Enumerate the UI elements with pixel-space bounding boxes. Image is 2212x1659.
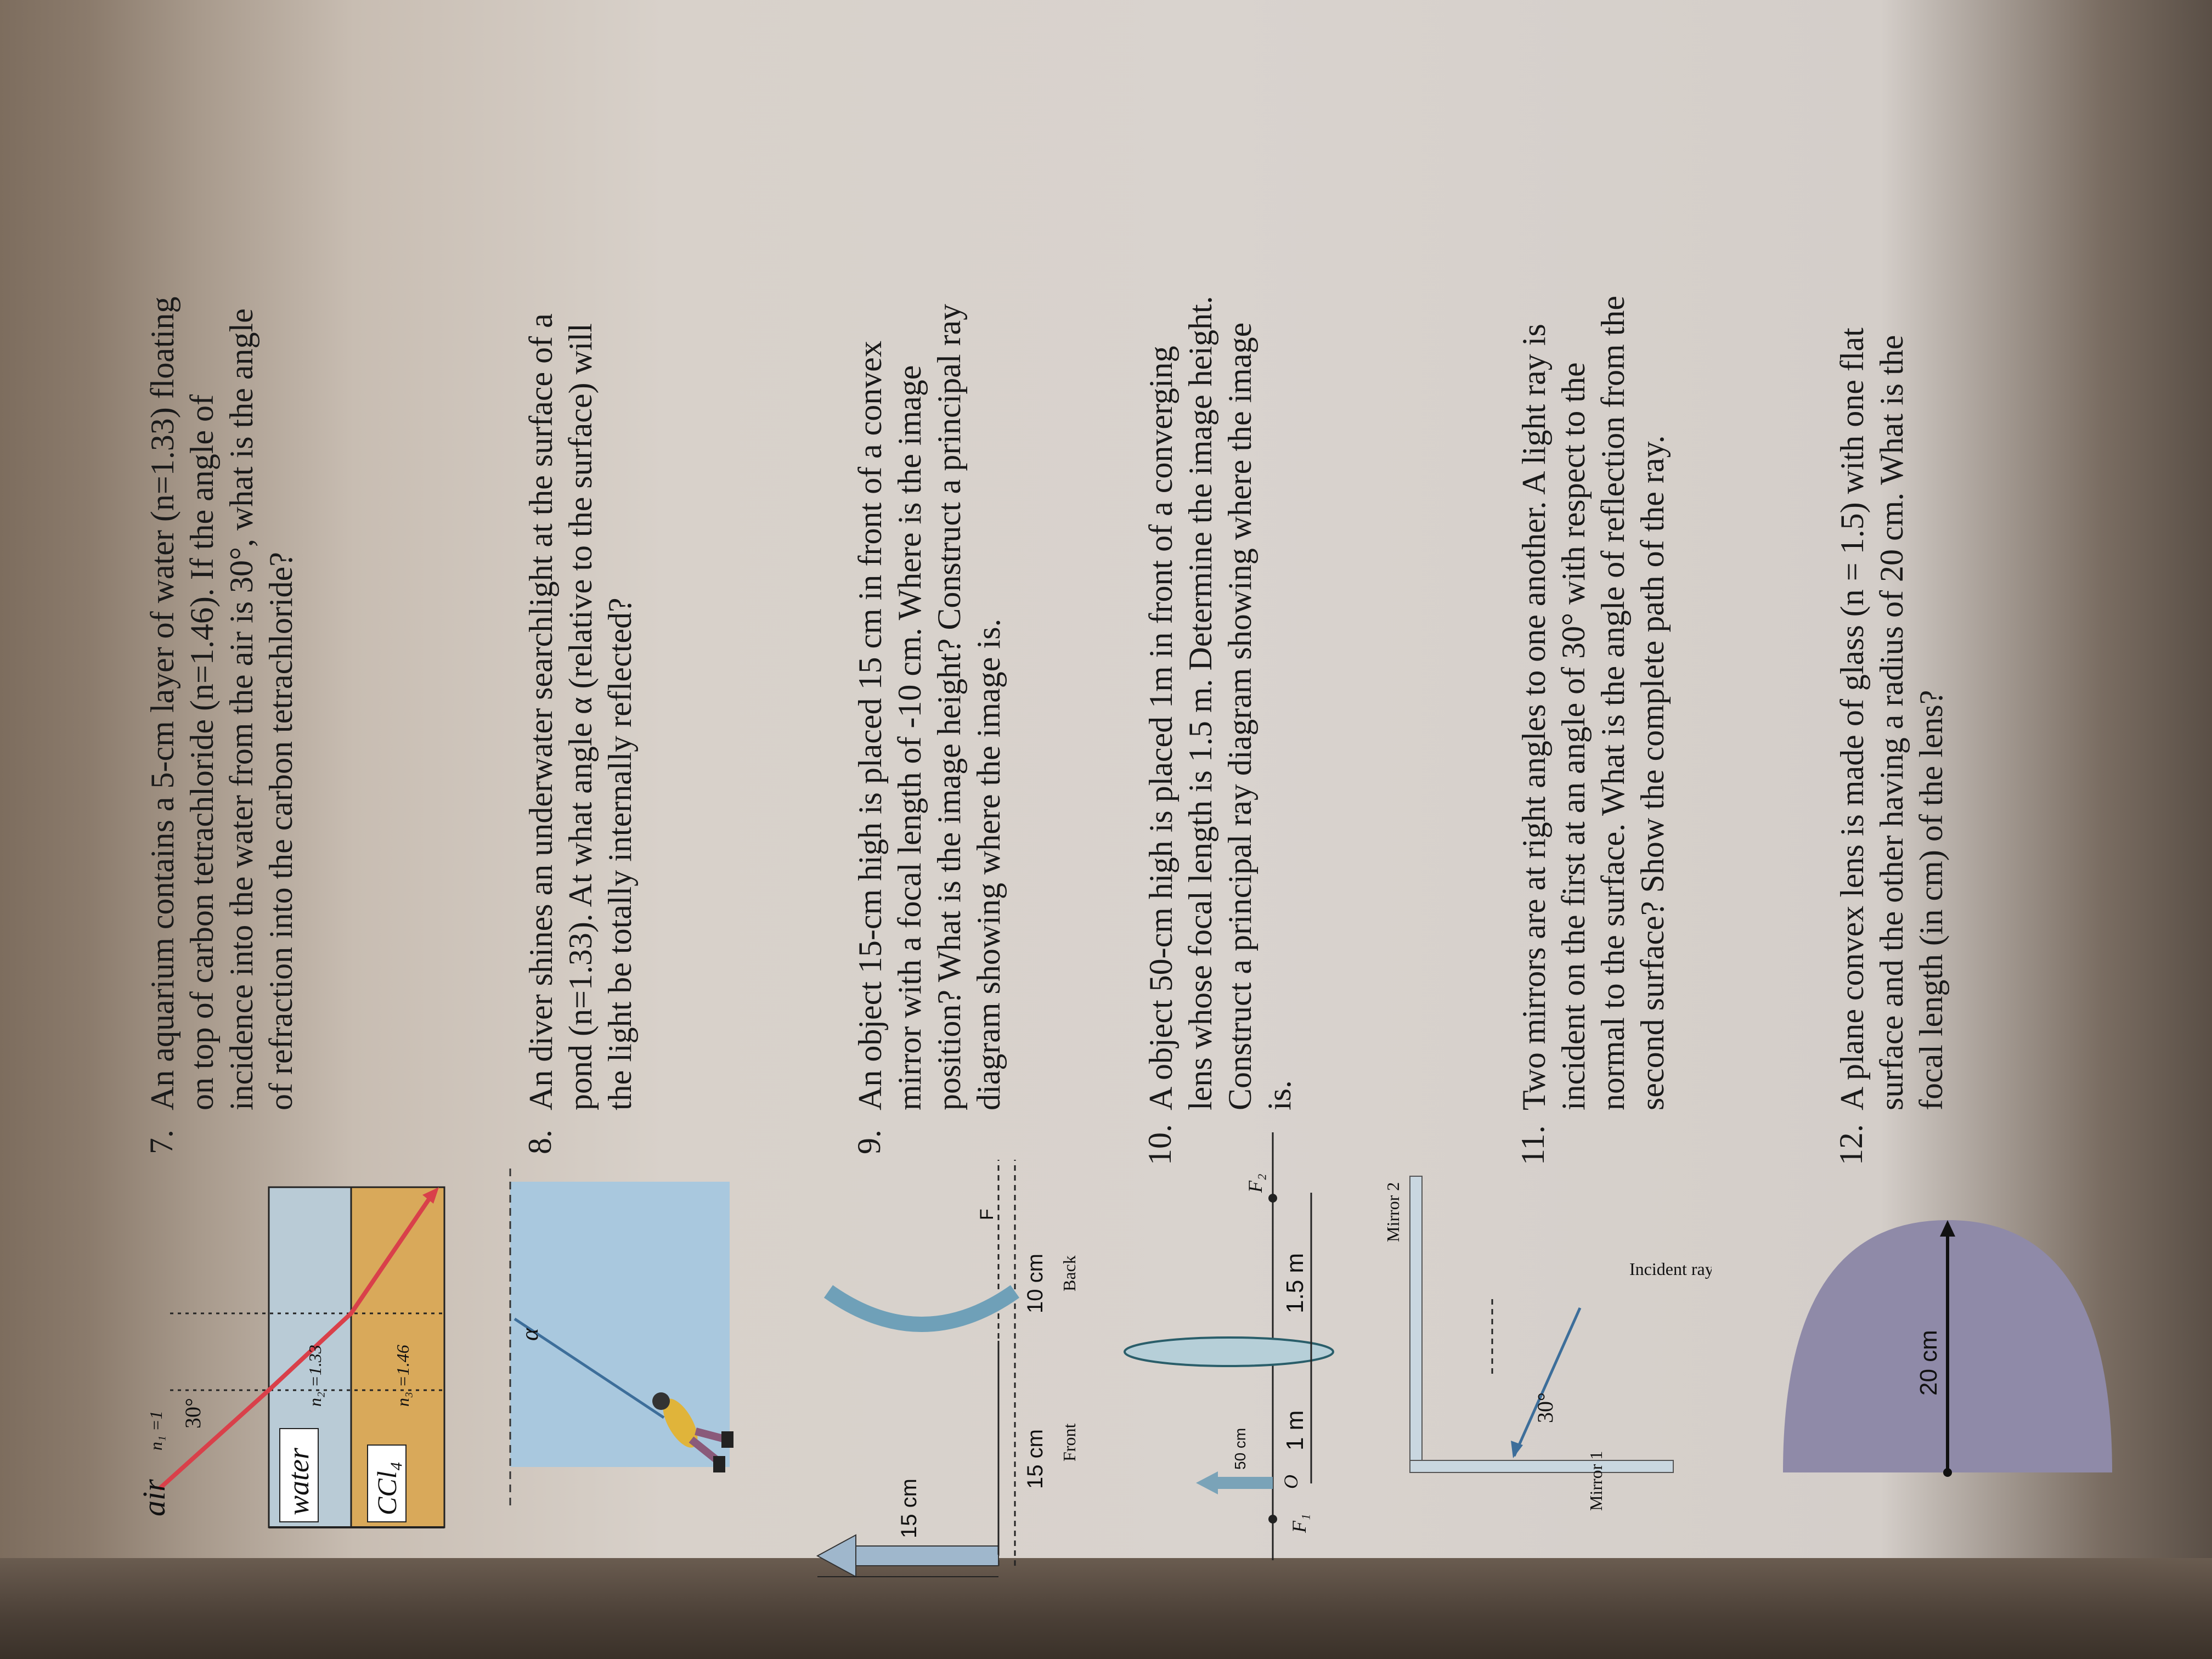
focal-distance-label: 10 cm	[1023, 1254, 1047, 1313]
question-11-number: 11.	[1515, 1125, 1551, 1165]
object-arrow	[850, 1546, 998, 1566]
convex-mirror	[828, 1291, 1015, 1324]
pond-water	[510, 1182, 730, 1467]
diagram-convex-mirror	[757, 1149, 1086, 1599]
question-10-number: 10.	[1142, 1124, 1178, 1165]
diagram-converging-lens	[1108, 1121, 1350, 1571]
question-10-text: A object 50-cm high is placed 1m in front of a converging lens whose focal length is 1.5 m. Determine the image height. Construct a principal ray diagram showing where the image is.	[1143, 296, 1297, 1110]
n2-label: n₂ =1.33	[305, 1345, 325, 1407]
angle-label: 30°	[180, 1398, 205, 1429]
question-8-number: 8.	[522, 1130, 558, 1154]
lens-object-arrow	[1212, 1477, 1273, 1489]
diagram-plano-convex-lens	[1761, 1165, 2145, 1505]
question-12-text: A plane convex lens is made of glass (n = 1.5) with one flat surface and the other having a radius of 20 cm. What is the focal length (in cm) of the lens?	[1834, 328, 1949, 1110]
air-label: air	[136, 1479, 172, 1516]
object-distance-1m: 1 m	[1282, 1410, 1308, 1451]
radius-label: 20 cm	[1915, 1330, 1942, 1396]
question-9-number: 9.	[851, 1130, 887, 1154]
mirror-2-label: Mirror 2	[1383, 1182, 1403, 1242]
back-label: Back	[1059, 1255, 1079, 1291]
question-7-text: An aquarium contains a 5-cm layer of water (n=1.33) floating on top of carbon tetrachloride (n=1.46). If the angle of incidence into the water from the air is 30°, what is the angle of refraction into the carbon tetrachloride?	[144, 296, 299, 1110]
question-12-number: 12.	[1833, 1124, 1869, 1165]
n1-label: n₁ =1	[146, 1410, 166, 1451]
n3-label: n₃ =1.46	[393, 1345, 413, 1407]
lens-svg	[1108, 1121, 1350, 1571]
ccl4-label: CCl₄	[371, 1462, 402, 1515]
mirror-1-label: Mirror 1	[1586, 1451, 1606, 1511]
diagram-two-mirrors	[1372, 1132, 1712, 1582]
question-9-text: An object 15-cm high is placed 15 cm in front of a convex mirror with a focal length of -10 cm. Where is the image position? What is the image height? Construct a principal ray diagram showing where the image is.	[852, 303, 1007, 1110]
focal-length-1-5m: 1.5 m	[1282, 1252, 1308, 1313]
object-distance-label: 15 cm	[1023, 1429, 1047, 1489]
diagram-diver	[450, 1154, 757, 1549]
plano-convex-svg	[1761, 1165, 2145, 1505]
incident-ray-label: Incident ray	[1629, 1259, 1712, 1279]
aquarium-svg	[104, 1171, 455, 1566]
water-label: water	[282, 1447, 315, 1515]
question-11-text: Two mirrors are at right angles to one another. A light ray is incident on the first at an angle of 30° with respect to the normal to the surface. What is the angle of reflection from the second surface? Show the complete path of the ray.	[1516, 296, 1671, 1110]
mirror-2	[1410, 1176, 1422, 1472]
object-height-label: 15 cm	[897, 1479, 921, 1538]
f1-label: F₁	[1288, 1514, 1310, 1533]
o-label: O	[1280, 1475, 1302, 1489]
converging-lens	[1125, 1338, 1333, 1366]
alpha-label: α	[516, 1328, 543, 1341]
incident-ray	[1514, 1308, 1580, 1456]
f2-label: F₂	[1244, 1173, 1266, 1193]
question-8-text: An diver shines an underwater searchlight at the surface of a pond (n=1.33). At what angle α (relative to the surface) will the light be totally internally reflected?	[523, 313, 638, 1110]
mirror-svg	[757, 1149, 1086, 1599]
mirror-angle-label: 30°	[1533, 1392, 1558, 1423]
focal-point-label: F	[977, 1209, 997, 1220]
diver-svg	[450, 1154, 757, 1549]
mirror-1	[1410, 1460, 1673, 1472]
worksheet-page	[66, 46, 2194, 1637]
front-label: Front	[1059, 1423, 1079, 1462]
mirrors-svg	[1372, 1132, 1712, 1582]
diagram-aquarium	[104, 1171, 455, 1566]
question-7-number: 7.	[143, 1130, 179, 1154]
lens-object-label: 50 cm	[1232, 1427, 1249, 1470]
